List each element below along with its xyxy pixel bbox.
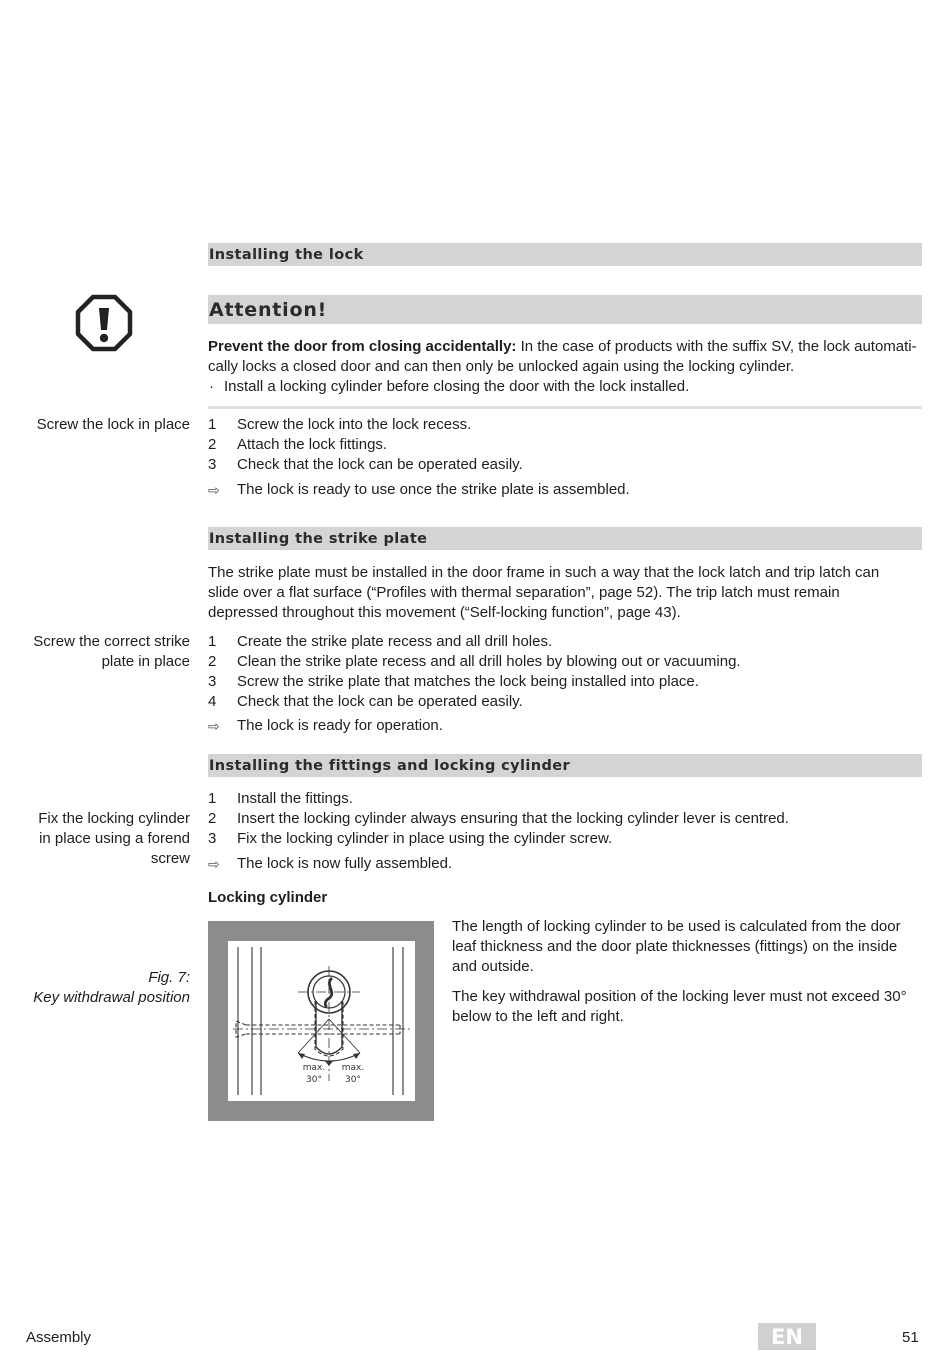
- result-arrow-icon: ⇨: [208, 856, 220, 872]
- figure-caption: Fig. 7: Key withdrawal position: [33, 969, 190, 1006]
- margin-note-strike-plate: Screw the correct strike plate in place: [33, 633, 190, 670]
- page-number: 51: [902, 1329, 919, 1346]
- attention-lead-bold: Prevent the door from closing accidentally:: [208, 338, 517, 355]
- language-badge: EN: [758, 1323, 816, 1350]
- subheading-locking-cylinder: Locking cylinder: [208, 889, 328, 906]
- locking-cylinder-paragraph-1: The length of locking cylinder to be used is calculated from the door leaf thickness and the door plate thicknesses (fittings) on the inside and outside.: [452, 918, 901, 975]
- attention-lead-text-2: cally locks a closed door and can then only be unlocked again using the locking cylinder.: [208, 358, 795, 375]
- strike-plate-intro: The strike plate must be installed in the door frame in such a way that the lock latch and trip latch can slide over a flat surface (“Profiles with thermal separation”, page 52). The trip latch must remain depressed throughout this movement (“Self-locking function”, page 43).: [208, 564, 880, 621]
- attention-lead-text: In the case of products with the suffix SV, the lock automati-: [516, 338, 917, 355]
- lock-cylinder-drawing: [228, 941, 415, 1101]
- attention-divider: [208, 406, 922, 409]
- margin-note-fittings: Fix the locking cylinder in place using a forend screw: [38, 810, 190, 867]
- label-left-deg: 30°: [306, 1075, 322, 1085]
- section-heading-installing-lock: Installing the lock: [208, 243, 922, 266]
- label-right-max: max.: [341, 1063, 365, 1073]
- attention-bullet: · Install a locking cylinder before closing the door with the lock installed.: [209, 378, 690, 395]
- warning-octagon-icon: [75, 294, 133, 352]
- locking-cylinder-paragraph-2: The key withdrawal position of the locking lever must not exceed 30° below to the left and right.: [452, 988, 907, 1025]
- margin-note-screw-lock: Screw the lock in place: [36, 416, 190, 433]
- figure-key-withdrawal: [208, 921, 434, 1121]
- attention-paragraph: [208, 337, 928, 397]
- label-right-deg: 30°: [345, 1075, 361, 1085]
- section-heading-strike-plate: Installing the strike plate: [208, 527, 922, 550]
- section-heading-fittings: Installing the fittings and locking cylinder: [208, 754, 922, 777]
- label-left-max: max.: [302, 1063, 326, 1073]
- attention-heading: Attention!: [208, 295, 922, 324]
- figure-drawing-area: [228, 941, 415, 1101]
- footer-section-name: Assembly: [26, 1329, 92, 1346]
- result-arrow-icon: ⇨: [208, 718, 220, 734]
- result-arrow-icon: ⇨: [208, 482, 220, 498]
